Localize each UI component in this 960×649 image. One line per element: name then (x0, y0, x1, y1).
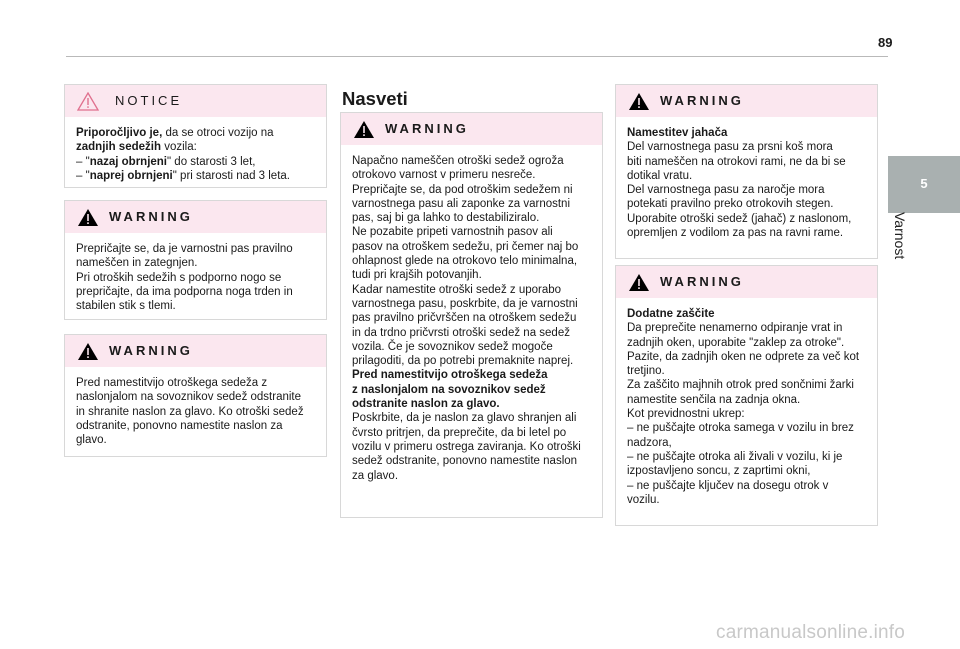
bold-line: z naslonjalom na sovoznikov sedež (352, 383, 546, 396)
warning-triangle-icon (628, 273, 650, 292)
text-line: za glavo. (352, 469, 399, 482)
text-line: pas pravilno pričvrščen na otroškem sedežu (352, 312, 577, 325)
text-line: glavo. (76, 434, 107, 447)
text-line: – ne puščajte ključev na dosegu otrok v (627, 479, 829, 492)
text-line: Prepričajte se, da je varnostni pas pravilno (76, 243, 293, 255)
watermark: carmanualsonline.info (716, 622, 906, 643)
notice-body (65, 117, 326, 193)
text-line: nadzora, (627, 436, 672, 449)
section-title: Nasveti (342, 88, 408, 109)
warning-title: WARNING (109, 343, 193, 358)
chapter-label: Varnost (892, 212, 908, 260)
notice-bold: nazaj obrnjeni (89, 155, 168, 168)
text-line: Za zaščito majhnih otrok pred sončnimi žarki (627, 379, 854, 392)
text-line: in shranite naslon za glavo. Ko otroški sedež (76, 405, 304, 418)
text-line: Poskrbite, da je naslon za glavo shranjen ali (352, 412, 577, 425)
text-line: biti nameščen na otrokovi rami, ne da bi se (627, 155, 846, 168)
warning-header (341, 113, 602, 145)
warning-body (341, 145, 602, 493)
chapter-number: 5 (920, 176, 928, 191)
warning-header (616, 266, 877, 298)
notice-text: vozila: (161, 141, 197, 154)
notice-text: da se otroci vozijo na (162, 127, 274, 139)
notice-title: NOTICE (115, 93, 183, 108)
warning-triangle-icon (628, 92, 650, 111)
text-line: Del varnostnega pasu za naročje mora (627, 184, 825, 197)
text-line: Uporabite otroški sedež (jahač) z naslonom, (627, 212, 852, 225)
notice-triangle-icon (77, 92, 99, 111)
text-line: Pred namestitvijo otroškega sedeža z (76, 377, 268, 389)
notice-text: – " (76, 155, 90, 168)
page-number: 89 (878, 35, 893, 50)
text-line: sedež odstranite, ponovno namestite naslon (352, 455, 578, 468)
text-line: naslonjalom na sovoznikov sedež odstranite (76, 391, 302, 404)
text-line: čvrsto pritrjen, da preprečite, da bi letel po (352, 426, 567, 439)
text-line: varnostnega pasu, poskrbite, da je varnostni (352, 297, 578, 310)
text-line: tretjino. (627, 365, 665, 378)
warning-body (65, 367, 326, 457)
warning-heading: Namestitev jahača (627, 127, 728, 139)
text-line: prilagoditi, da po potrebi premaknite naprej. (352, 355, 574, 368)
warning-title: WARNING (660, 93, 744, 108)
text-line: Del varnostnega pasu za prsni koš mora (627, 141, 833, 154)
text-line: namestite senčila na zadnja okna. (627, 393, 801, 406)
text-line: Prepričajte se, da pod otroškim sedežem ni (352, 183, 573, 196)
warning-box (340, 112, 603, 518)
text-line: Pazite, da zadnjih oken ne odprete za več kot (627, 350, 860, 363)
text-line: pas, saj bi ga lahko to destabiliziralo. (352, 212, 540, 225)
text-line: nameščen in zategnjen. (76, 257, 198, 270)
text-line: prepričajte, da ima podporna noga trden in (76, 285, 293, 298)
notice-box (64, 84, 327, 188)
warning-title: WARNING (660, 274, 744, 289)
warning-box (64, 200, 327, 320)
notice-bold: Priporočljivo je, (76, 127, 163, 139)
text-line: – ne puščajte otroka ali živali v vozilu, ki je (627, 450, 843, 463)
text-line: ohlapnost glede na otrokovo telo minimalna, (352, 255, 578, 268)
text-line: Kot previdnostni ukrep: (627, 408, 745, 421)
warning-body (616, 298, 877, 517)
notice-text: – " (76, 169, 90, 182)
text-line: in da trdno pričvrsti otroški sedež na sedež (352, 326, 570, 339)
text-line: varnostnega pasu ali zaponke za varnostni (352, 197, 571, 210)
bold-line: odstranite naslon za glavo. (352, 398, 500, 411)
notice-text: " do starosti 3 let, (167, 155, 256, 168)
text-line: izpostavljeno soncu, z zaprtimi okni, (627, 465, 811, 478)
text-line: pasov na otroškem sedežu, pri čemer naj bo (352, 240, 579, 253)
text-line: Kadar namestite otroški sedež z uporabo (352, 283, 562, 296)
warning-triangle-icon (77, 208, 99, 227)
text-line: dotikal vratu. (627, 169, 693, 182)
text-line: odstranite, ponovno namestite naslon za (76, 419, 283, 432)
text-line: vozila. Če je sovoznikov sedež mogoče (352, 340, 553, 353)
text-line: otrokovo varnost v primeru nesreče. (352, 169, 536, 182)
text-line: Da preprečite nenamerno odpiranje vrat in (627, 322, 843, 335)
warning-title: WARNING (109, 209, 193, 224)
warning-body (616, 117, 877, 250)
warning-header (616, 85, 877, 117)
chapter-label-wrap (888, 212, 916, 292)
text-line: vozilu v primeru ostrega zaviranja. Ko otroški (352, 440, 581, 453)
bold-line: Pred namestitvijo otroškega sedeža (352, 369, 548, 382)
warning-box (615, 265, 878, 526)
text-line: zadnjih oken, uporabite "zaklep za otroke". (627, 336, 845, 349)
warning-box (64, 334, 327, 457)
text-line: potekati pravilno preko otrokovih stegen. (627, 198, 834, 211)
warning-triangle-icon (77, 342, 99, 361)
warning-header (65, 335, 326, 367)
notice-line (76, 155, 315, 169)
notice-text: " pri starosti nad 3 leta. (172, 169, 290, 182)
text-line: vozilu. (627, 493, 660, 506)
warning-body (65, 233, 326, 323)
notice-line (76, 140, 315, 154)
notice-bold: zadnjih sedežih (76, 141, 161, 154)
warning-box (615, 84, 878, 259)
notice-bold: naprej obrnjeni (89, 169, 173, 182)
text-line: opremljen z vodilom za pas na ravni rame. (627, 227, 844, 240)
warning-triangle-icon (353, 120, 375, 139)
notice-header (65, 85, 326, 117)
text-line: Pri otroških sedežih s podporno nogo se (76, 271, 282, 284)
top-divider (66, 56, 888, 57)
notice-line (76, 126, 315, 140)
text-line: Napačno nameščen otroški sedež ogroža (352, 155, 564, 167)
text-line: stabilen stik s tlemi. (76, 300, 176, 313)
warning-title: WARNING (385, 121, 469, 136)
text-line: – ne puščajte otroka samega v vozilu in brez (627, 422, 854, 435)
warning-header (65, 201, 326, 233)
warning-heading: Dodatne zaščite (627, 308, 715, 320)
notice-line (76, 169, 315, 183)
text-line: Ne pozabite pripeti varnostnih pasov ali (352, 226, 553, 239)
text-line: tudi pri krajših potovanjih. (352, 269, 482, 282)
